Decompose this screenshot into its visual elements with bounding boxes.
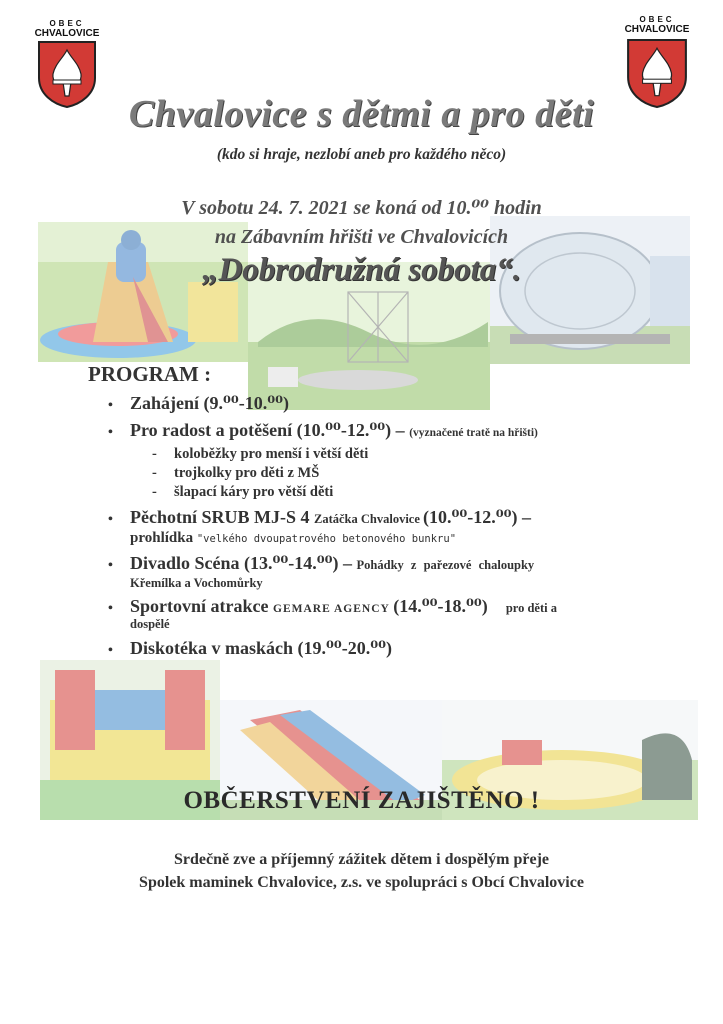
program-item-note: (vyznačené tratě na hřišti) (409, 427, 538, 439)
program-item-time: (10.⁰⁰-12.⁰⁰) – (423, 507, 532, 527)
crest-label-top: OBEC (639, 15, 675, 24)
program-subitem-text: trojkolky pro děti z MŠ (174, 465, 320, 481)
crest-label-name: CHVALOVICE (624, 24, 690, 35)
program-item-note: Křemílka a Vochomůrky (130, 576, 263, 590)
program-item-place: Zatáčka Chvalovice (314, 512, 424, 526)
program-subitem (152, 484, 333, 501)
program-item-line2 (130, 530, 456, 547)
program-subitem (152, 446, 368, 463)
program-item-time: (14.⁰⁰-18.⁰⁰) (393, 596, 488, 616)
footer-organizer: Spolek maminek Chvalovice, z.s. ve spolupráci s Obcí Chvalovice (139, 874, 584, 891)
refreshment-notice: OBČERSTVENÍ ZAJIŠTĚNO ! (183, 787, 540, 814)
program-item (108, 393, 289, 414)
dash-icon: - (152, 484, 157, 500)
program-item-note: dospělé (130, 617, 170, 631)
program-item-line2 (130, 576, 263, 591)
program-item-text: Diskotéka v maskách (19.⁰⁰-20.⁰⁰) (130, 638, 393, 658)
program-subitem (152, 465, 319, 482)
bullet-icon: • (108, 601, 113, 616)
program-item-text: Pěchotní SRUB MJ-S 4 (130, 507, 314, 527)
dash-icon: - (152, 446, 157, 462)
footer-invitation: Srdečně zve a příjemný zážitek dětem i dospělým přeje (173, 851, 549, 868)
bullet-icon: • (108, 643, 113, 658)
program-item-place: GEMARE AGENCY (273, 603, 394, 615)
page-subtitle: (kdo si hraje, nezlobí aneb pro každého něco) (216, 146, 507, 163)
dash-icon: - (152, 465, 157, 481)
event-date-line: V sobotu 24. 7. 2021 se koná od 10.⁰⁰ hodin (181, 197, 542, 219)
crest-label-name: CHVALOVICE (34, 28, 100, 39)
program-item (108, 596, 557, 617)
page-title: Chvalovice s dětmi a pro děti (128, 93, 595, 135)
program-item (108, 638, 392, 659)
program-item-text: Divadlo Scéna (13.⁰⁰-14.⁰⁰) – (130, 553, 357, 573)
program-subitem-text: koloběžky pro menší i větší děti (174, 446, 369, 462)
program-item-note: pro děti a (505, 601, 557, 615)
bullet-icon: • (108, 558, 113, 573)
event-location-line: na Zábavním hřišti ve Chvalovicích (214, 226, 509, 248)
event-name: „Dobrodružná sobota“. (201, 252, 522, 288)
program-item-note: "velkého dvoupatrového betonového bunkru" (196, 533, 457, 545)
program-item (108, 420, 538, 441)
program-item-text: Zahájení (9.⁰⁰-10.⁰⁰) (130, 393, 290, 413)
program-item-text: Pro radost a potěšení (10.⁰⁰-12.⁰⁰) – (130, 420, 410, 440)
program-item-line2 (130, 617, 170, 632)
program-item-text: prohlídka (130, 530, 197, 546)
program-subitem-text: šlapací káry pro větší děti (174, 484, 334, 500)
program-item-note: Pohádky z pařezové chaloupky (356, 558, 535, 572)
bullet-icon: • (108, 512, 113, 527)
program-item (108, 507, 531, 528)
program-heading: PROGRAM : (88, 362, 212, 386)
bullet-icon: • (108, 425, 113, 440)
crest-label-top: OBEC (49, 19, 85, 28)
bullet-icon: • (108, 398, 113, 413)
program-item-text: Sportovní atrakce (130, 596, 273, 616)
program-item (108, 553, 534, 574)
